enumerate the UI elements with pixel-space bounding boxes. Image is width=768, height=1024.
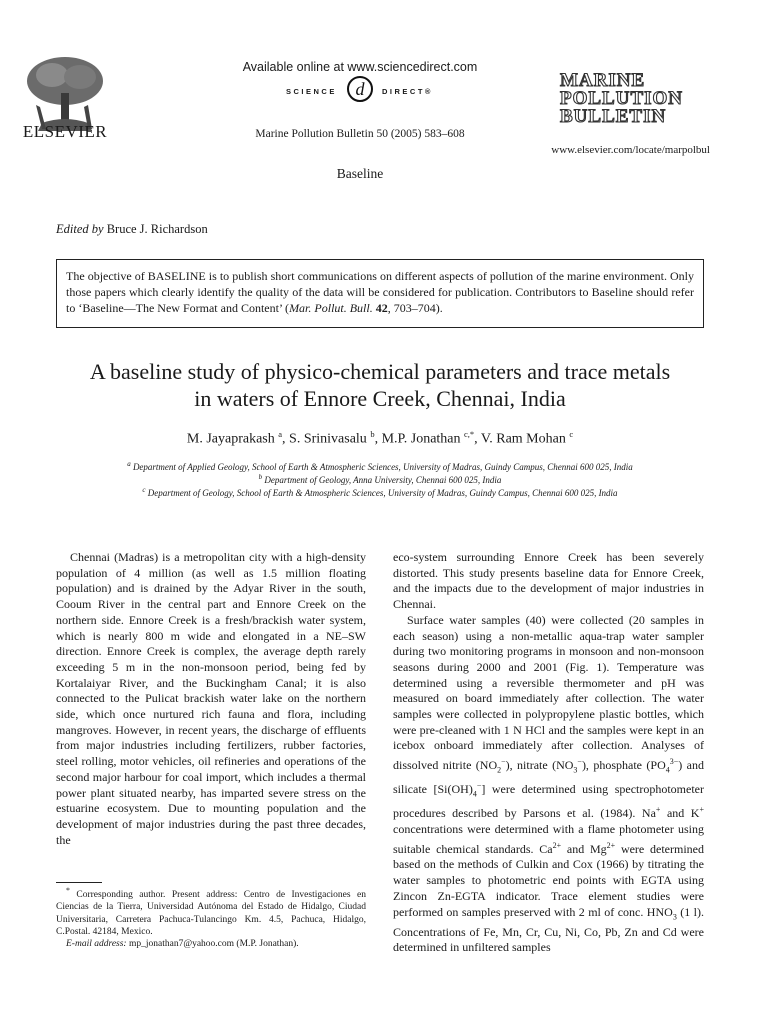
footnote <box>56 885 366 951</box>
journal-reference: Marine Pollution Bulletin 50 (2005) 583–608 <box>255 128 465 140</box>
body-paragraph <box>393 613 704 956</box>
article-title-line: in waters of Ennore Creek, Chennai, India <box>194 386 566 411</box>
affiliation-text: Department of Geology, School of Earth & Atmospheric Sciences, University of Madras, Guindy Campus, Chennai 600 025, India <box>147 488 618 498</box>
author-affiliation-marker: c,* <box>464 429 475 439</box>
sciencedirect-direct-text: DIRECT® <box>382 87 433 96</box>
text-run: ) and silicate [Si(OH) <box>393 758 704 797</box>
author-affiliation-marker: c <box>569 429 574 439</box>
sciencedirect-science-text: SCIENCE <box>286 87 337 96</box>
text-run: ), phosphate (PO <box>581 758 666 773</box>
superscript: − <box>577 757 582 767</box>
notice-citation-journal: Mar. Pollut. Bull. <box>289 301 373 315</box>
article-title <box>56 358 704 412</box>
edited-by-line <box>56 222 208 237</box>
text-run: (1 l). Concentrations of Fe, Mn, Cr, Cu, Ni, Co, Pb, Zn and Cd were determined in unfiltered samples <box>393 904 704 955</box>
subscript: 4 <box>665 765 670 775</box>
journal-logo-line: MARINE <box>560 70 646 91</box>
publisher-name: ELSEVIER <box>22 122 108 141</box>
subscript: 2 <box>497 765 502 775</box>
journal-logo-line: BULLETIN <box>560 106 667 127</box>
subscript: 4 <box>472 789 477 799</box>
footnote-email-label: E-mail address: <box>66 939 127 950</box>
superscript: + <box>699 805 704 815</box>
affiliation-marker: b <box>258 473 263 481</box>
superscript: − <box>476 781 482 791</box>
author-name: M. Jayaprakash <box>186 431 275 447</box>
author-name: M.P. Jonathan <box>381 431 461 447</box>
text-run: ] were determined using spectrophotometer procedures described by Parsons et al. (1984). Na <box>393 782 704 821</box>
journal-url[interactable]: www.elsevier.com/locate/marpolbul <box>551 144 710 156</box>
footnote-email-line <box>56 938 366 950</box>
author-affiliation-marker: a <box>278 429 283 439</box>
affiliation-text: Department of Applied Geology, School of Earth & Atmospheric Sciences, University of Madras, Guindy Campus, Chennai 600 025, India <box>132 462 633 472</box>
text-run: concentrations were determined with a flame photometer using suitable chemical standards. Ca <box>393 822 704 856</box>
text-run: and K <box>660 806 700 821</box>
subscript: 3 <box>573 765 578 775</box>
footnote-marker: * <box>66 886 70 895</box>
article-title-line: A baseline study of physico-chemical parameters and trace metals <box>89 359 671 384</box>
superscript: 2+ <box>552 840 562 850</box>
footnote-email[interactable]: mp_jonathan7@yahoo.com (M.P. Jonathan). <box>128 939 299 950</box>
footnote-corresponding <box>56 885 366 938</box>
superscript: − <box>501 757 506 767</box>
body-column-right <box>393 550 704 956</box>
superscript: 2+ <box>606 840 616 850</box>
body-column-left <box>56 550 366 848</box>
journal-logo-line: POLLUTION <box>560 88 684 109</box>
author-name: S. Srinivasalu <box>289 431 367 447</box>
notice-text: The objective of BASELINE is to publish short communications on different aspects of pollution of the marine environment. Only those papers which clearly identify the quality of the data will be considered for publication. Contributors to Baseline should refer to ‘Baseline—The New Format and Content’ ( <box>66 269 694 315</box>
affiliation <box>56 473 704 485</box>
body-paragraph: eco-system surrounding Ennore Creek has been severely distorted. This study presents baseline data for Ennore Creek, and the impacts due to the development of major industries in Chennai. <box>393 550 704 612</box>
author-list: M. Jayaprakash $^a$, S. Srinivasalu $^b$, M.P. Jonathan $^{c,*}$, V. Ram Mohan $^c$ <box>186 429 574 447</box>
available-online-text: Available online at www.sciencedirect.com <box>242 60 478 74</box>
footnote-rule <box>56 882 102 883</box>
editor-name: Bruce J. Richardson <box>106 222 208 236</box>
affiliation <box>56 486 704 498</box>
text-run: and Mg <box>561 841 607 856</box>
notice-citation-volume: 42 <box>375 301 388 315</box>
text-run: ), nitrate (NO <box>505 758 574 773</box>
section-heading: Baseline <box>336 166 384 181</box>
edited-by-prefix: Edited by <box>56 222 104 236</box>
notice-citation-pages: , 703–704). <box>387 301 443 315</box>
affiliation-marker: a <box>127 460 131 468</box>
body-paragraph: Chennai (Madras) is a metropolitan city with a high-density population of 4 million (as well as 1.5 million floating population) and is drained by the Adyar River in the south, Cooum River in the central part and Ennore Creek on the northern side. Ennore Creek is a fresh/brackish water system, which is nearly 800 m wide and elongated in a NE–SW direction. Ennore Creek is complex, the average depth rarely exceeding 5 m in the non-monsoon period, being fed by Kortalaiyar River, and the Buckingham Canal; it is also connected to the Pulicat brackish water lake on the northern side, which once nurtured rich fauna and flora, including mangroves. However, in recent years, the discharge of effluents from major industries including fertilizers, rubber factories, steel rolling, motor vehicles, oil refineries and operations of the second major harbour for coal import, which includes a thermal power plant situated nearby, has imparted severe stress on the estuarine ecosystem. Due to mounting population and the development of major industries during the past three decades, the <box>56 550 366 847</box>
superscript: + <box>655 805 661 815</box>
svg-text:d: d <box>355 79 365 99</box>
text-run: Surface water samples (40) were collected (20 samples in each season) using a non-metallic aqua-trap water sampler during two monitoring programs in monsoon and non-monsoon seasons during 2000 and 2001 (Fig. 1). Temperature was determined using a reversible thermometer and pH was measured on board immediately after collection. The water samples were collected in polypropylene plastic bottles, which were pre-cleaned with 1 N HCl and the samples were kept in an icebox onboard immediately after collection. Analyses of dissolved nitrite (NO <box>393 612 704 773</box>
text-run: were determined based on the methods of Culkin and Cox (1966) by titrating the water samples to photometric end points with EGTA using Zincon Zn-EGTA indicator. Trace element studies were performed on samples preserved with 2 ml of conc. HNO <box>393 841 704 919</box>
affiliation-marker: c <box>142 486 146 494</box>
journal-logo <box>560 72 710 126</box>
baseline-notice-box <box>56 259 704 328</box>
subscript: 3 <box>672 911 677 921</box>
affiliation-text: Department of Geology, Anna University, Chennai 600 025, India <box>264 475 502 485</box>
superscript: 3− <box>669 757 679 767</box>
affiliation <box>56 460 704 472</box>
footnote-text: Corresponding author. Present address: Centro de Investigaciones en Ciencias de la Tierra, Universidad Autónoma del Estado de Hidalgo, Ciudad Universitaria, Carretera Pachuca-Tulancingo Km. 4.5, Pachuca, Hidalgo, C.Postal. 42184, Mexico. <box>56 890 366 938</box>
author-name: V. Ram Mohan <box>480 431 566 447</box>
author-affiliation-marker: b <box>370 429 375 439</box>
